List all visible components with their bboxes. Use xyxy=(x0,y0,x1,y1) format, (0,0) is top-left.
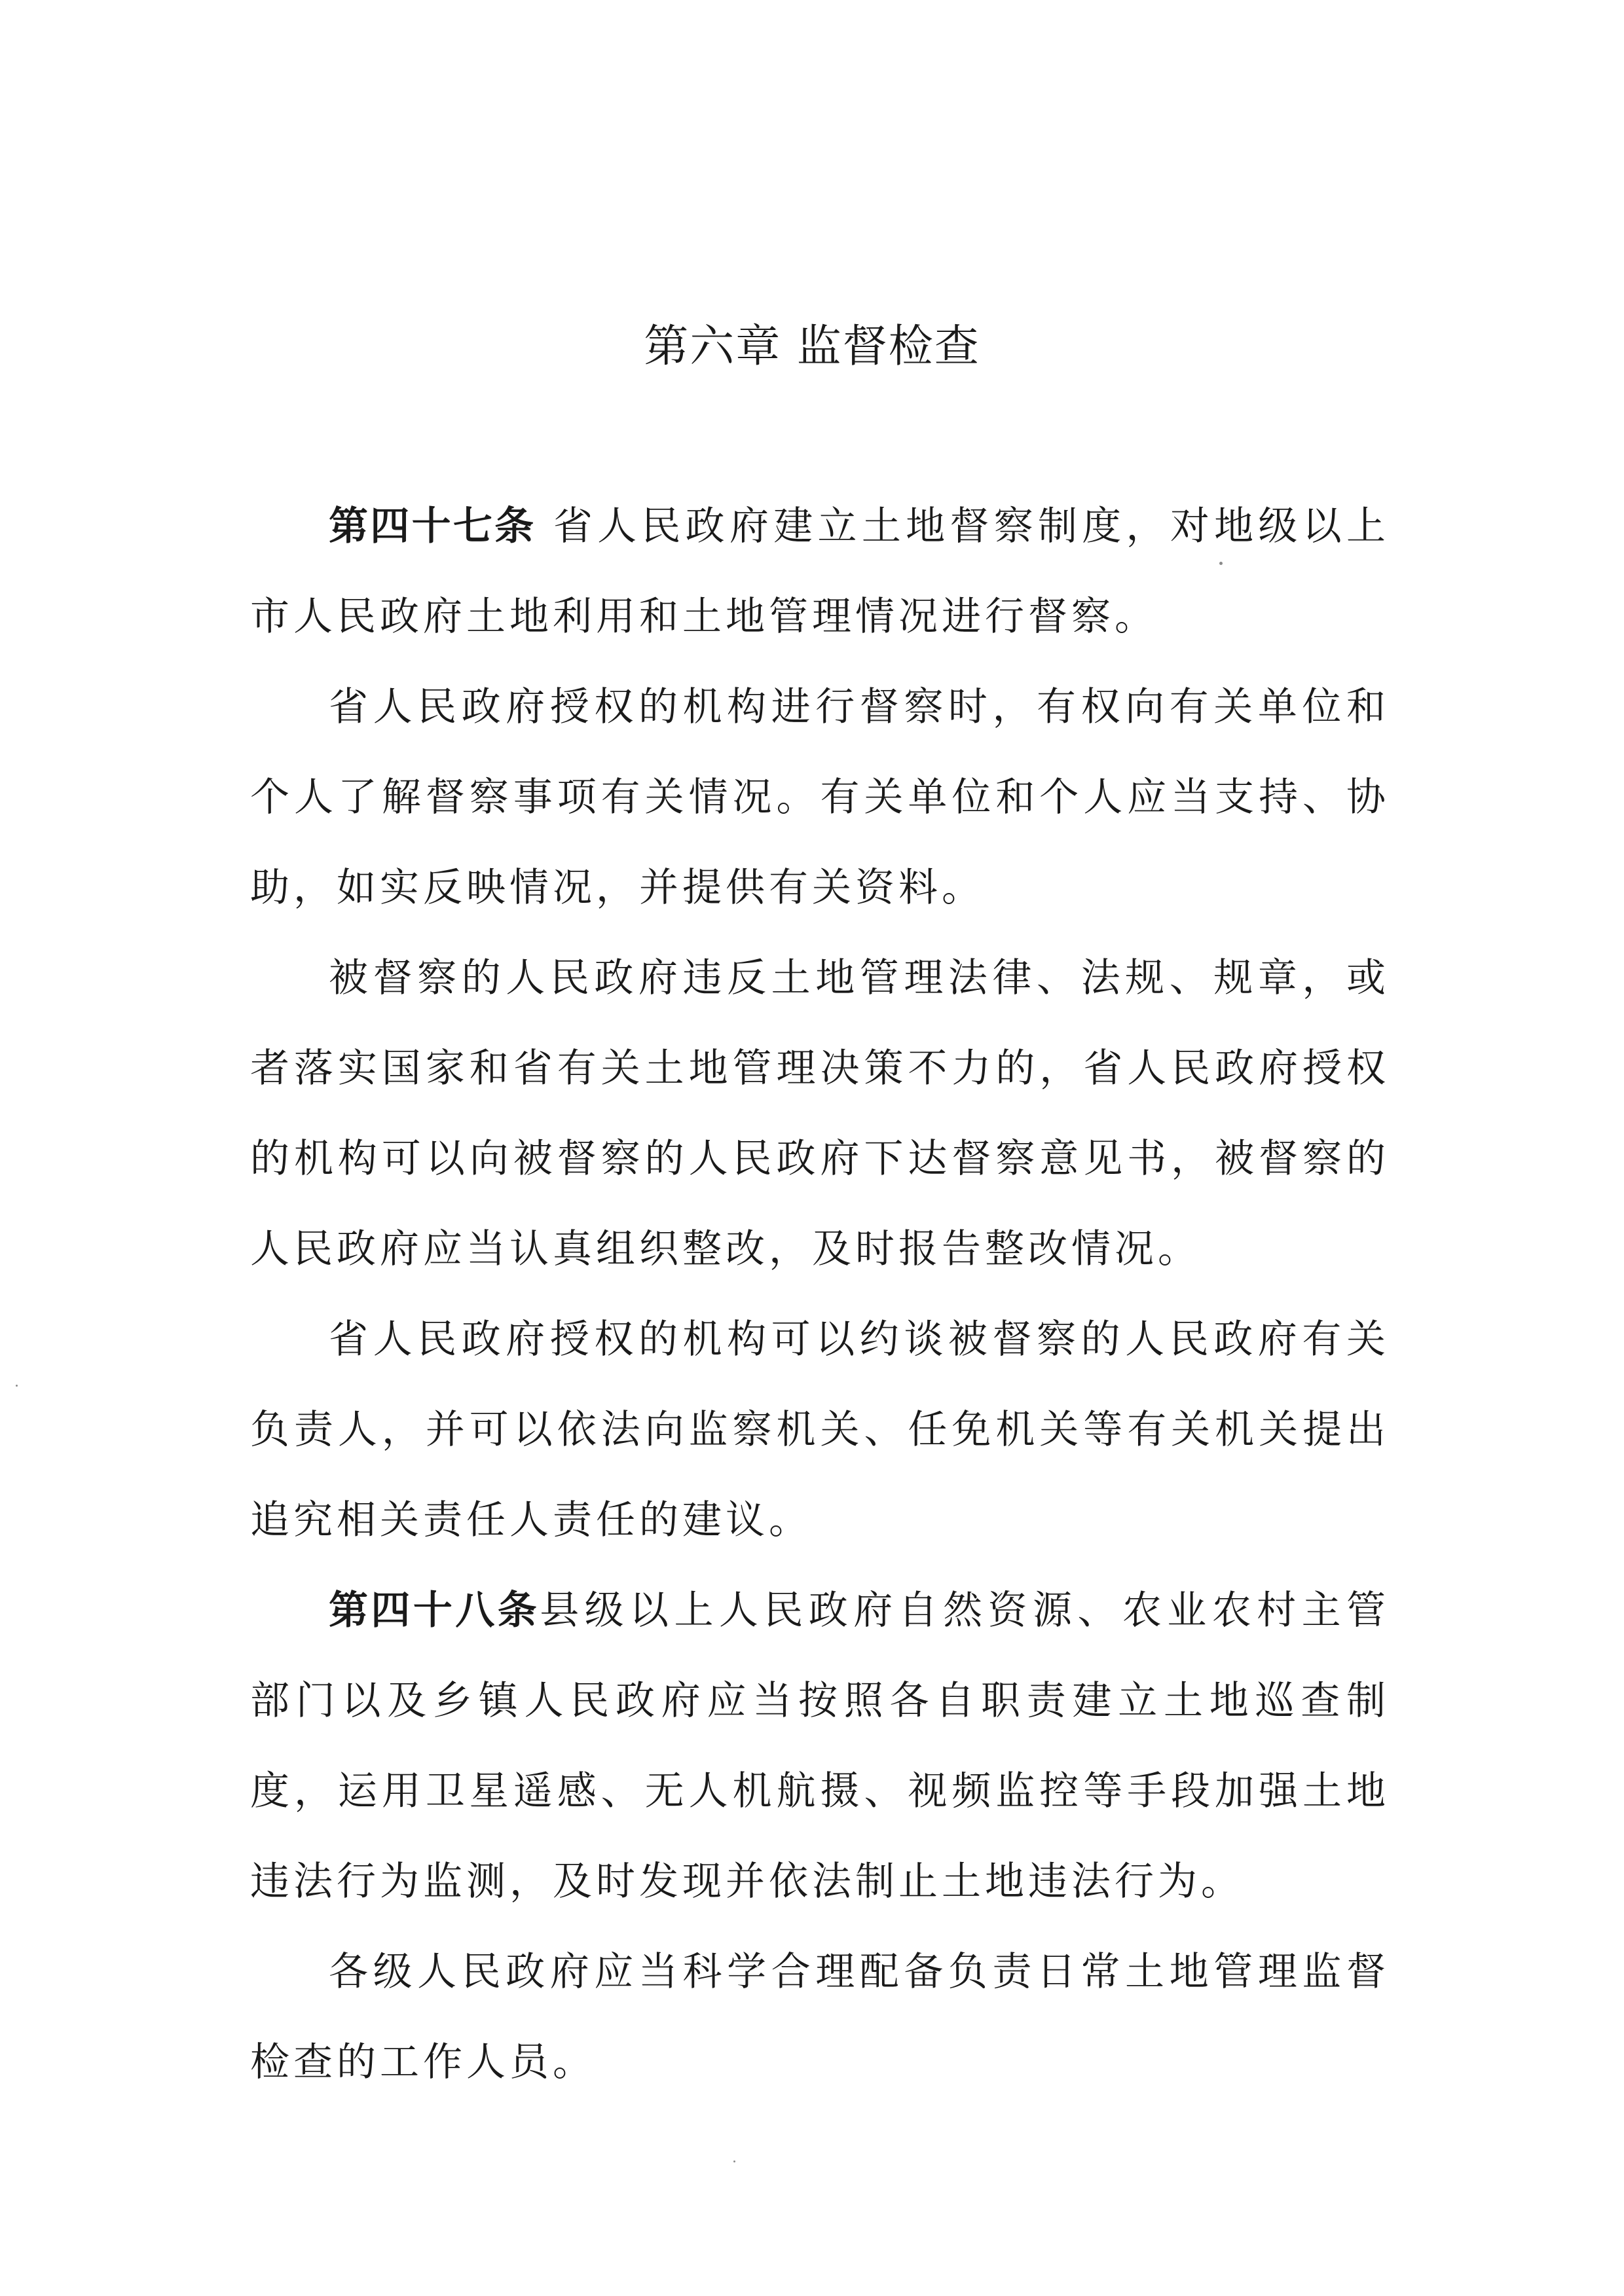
paragraph-text: 县级以上人民政府自然资源、农业农村主管部门以及乡镇人民政府应当按照各自职责建立土地巡查制度，运用卫星遥感、无人机航摄、视频监控等手段加强土地违法行为监测，及时发现并依法制止土地违法行为。 xyxy=(250,1588,1390,1904)
paragraph-article-48 xyxy=(250,1565,1390,1927)
paragraph-text: 省人民政府授权的机构可以约谈被督察的人民政府有关负责人，并可以依法向监察机关、任免机关等有关机关提出追究相关责任人责任的建议。 xyxy=(250,1317,1390,1543)
paragraph xyxy=(250,1927,1390,2107)
scan-speck xyxy=(733,2160,735,2162)
regulation-body xyxy=(250,481,1390,2107)
paragraph xyxy=(250,933,1390,1294)
scan-speck xyxy=(1219,562,1223,565)
article-number: 第四十七条 xyxy=(329,503,536,549)
article-number: 第四十八条 xyxy=(329,1588,540,1633)
paragraph-text: 被督察的人民政府违反土地管理法律、法规、规章，或者落实国家和省有关土地管理决策不力的，省人民政府授权的机构可以向被督察的人民政府下达督察意见书，被督察的人民政府应当认真组织整改，及时报告整改情况。 xyxy=(250,955,1390,1272)
paragraph-article-47 xyxy=(250,481,1390,662)
chapter-title: 第六章 监督检查 xyxy=(644,321,980,373)
paragraph-text: 各级人民政府应当科学合理配备负责日常土地管理监督检查的工作人员。 xyxy=(250,1949,1390,2085)
paragraph xyxy=(250,1294,1390,1565)
paragraph xyxy=(250,662,1390,933)
paragraph-text: 省人民政府建立土地督察制度，对地级以上市人民政府土地利用和土地管理情况进行督察。 xyxy=(250,503,1390,640)
paragraph-text: 省人民政府授权的机构进行督察时，有权向有关单位和个人了解督察事项有关情况。有关单位和个人应当支持、协助，如实反映情况，并提供有关资料。 xyxy=(250,684,1390,911)
scan-speck xyxy=(16,1385,18,1387)
